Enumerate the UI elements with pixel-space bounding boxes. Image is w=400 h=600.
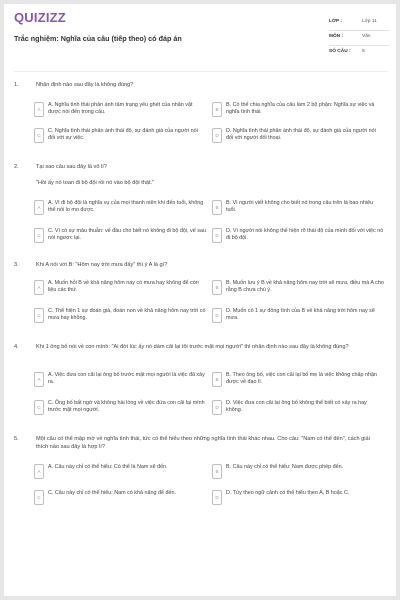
- meta-table: [329, 16, 389, 61]
- meta-value: Văn: [362, 34, 371, 39]
- option-text: B. Vì người viết không cho biết nó trong câu trên là bao nhiêu tuổi.: [226, 200, 374, 214]
- option-a[interactable]: [34, 200, 208, 220]
- option-text: D. Nghĩa tình thái phản ánh thái độ, sự đánh giá của người nói đối với người đối thoại.: [226, 128, 376, 142]
- option-box[interactable]: A: [34, 464, 44, 479]
- meta-label: MÔN :: [329, 34, 344, 39]
- meta-row-count: [329, 46, 389, 61]
- question-number: 4.: [14, 344, 19, 350]
- option-box[interactable]: A: [34, 200, 44, 215]
- option-box[interactable]: B: [212, 102, 222, 117]
- option-text: C. Câu này chỉ có thể hiểu: Nam có khả năng để đến.: [48, 490, 176, 496]
- option-box[interactable]: A: [34, 372, 44, 387]
- meta-label: SỐ CÂU :: [329, 49, 351, 54]
- option-text: D. Tùy theo ngữ cảnh có thể hiểu theo A, B hoặc C.: [226, 490, 350, 496]
- option-a[interactable]: [34, 102, 208, 122]
- option-d[interactable]: [212, 308, 386, 328]
- option-text: C. Thể hiện 1 sự đoán già, đoán non về khả năng hôm nay trời có mưa hay không.: [48, 308, 206, 322]
- question-4: [14, 344, 386, 430]
- option-c[interactable]: [34, 400, 208, 420]
- option-c[interactable]: [34, 228, 208, 248]
- question-5: [14, 436, 386, 526]
- option-text: A. Muốn hỏi B về khả năng hôm nay có mưa hay không để còn liệu các thứ.: [48, 280, 199, 294]
- option-text: B. Câu này chỉ có thể hiểu: Nam được phép đến.: [226, 464, 344, 470]
- option-b[interactable]: [212, 280, 386, 300]
- option-d[interactable]: [212, 228, 386, 248]
- option-text: B. Có thể chia nghĩa của câu làm 2 bộ phận: Nghĩa sự việc và nghĩa tình thái.: [226, 102, 375, 116]
- option-text: D. Muốn có 1 sự đồng tình của B về khả năng trời hôm nay sẽ mưa.: [226, 308, 375, 322]
- option-d[interactable]: [212, 490, 386, 510]
- option-box[interactable]: C: [34, 228, 44, 243]
- option-box[interactable]: A: [34, 280, 44, 295]
- page-title: Trắc nghiệm: Nghĩa của câu (tiếp theo) có đáp án: [14, 34, 182, 43]
- option-b[interactable]: [212, 464, 386, 484]
- question-quote: "Hồi ấy nó toan đi bộ đội rồi nó vào bộ đội thật.": [36, 180, 155, 186]
- option-box[interactable]: D: [212, 308, 222, 323]
- option-box[interactable]: C: [34, 308, 44, 323]
- option-b[interactable]: [212, 200, 386, 220]
- option-d[interactable]: [212, 400, 386, 420]
- option-a[interactable]: [34, 280, 208, 300]
- option-text: D. Vì người nói không thể hiện rõ thái độ của mình đối với việc nó đi bộ đội.: [226, 228, 384, 242]
- option-c[interactable]: [34, 490, 208, 510]
- question-number: 3.: [14, 262, 19, 268]
- option-b[interactable]: [212, 372, 386, 392]
- option-text: A. Nghĩa tình thái phản ánh tâm trạng yêu ghét của nhân vật được nói đến trong câu.: [48, 102, 193, 116]
- option-box[interactable]: B: [212, 280, 222, 295]
- option-text: B. Muốn lưu ý B về khả năng hôm nay trời sẽ mưa, điều mà A cho rằng B chưa chú ý.: [226, 280, 384, 294]
- meta-value: Lớp 11: [362, 19, 377, 24]
- option-box[interactable]: B: [212, 372, 222, 387]
- option-text: C. Vì có sự mâu thuẫn: vế đầu cho biết nó không đi bộ đội, vế sau nói ngược lại.: [48, 228, 206, 242]
- option-text: A. Câu này chỉ có thể hiểu: Có thể là Nam sẽ đến.: [48, 464, 168, 470]
- question-text: Một câu có thể mập mờ về nghĩa tình thái, tức có thể hiểu theo những nghĩa tình thái khác nhau. Cho câu: "Nam có thể đến", cách giải thích nào sau đây là hợp lí?: [36, 436, 370, 450]
- option-text: C. Nghĩa tình thái phản ánh thái độ, sự đánh giá của người nói đối với sự việc.: [48, 128, 198, 142]
- option-text: A. Vì đi bộ đội là nghĩa vụ của mọi thanh niên khi đến tuổi, không thể nói lo mo được.: [48, 200, 204, 214]
- option-box[interactable]: C: [34, 128, 44, 143]
- meta-value: 5: [362, 49, 365, 54]
- option-c[interactable]: [34, 128, 208, 148]
- meta-label: LỚP :: [329, 19, 343, 24]
- question-number: 2.: [14, 164, 19, 170]
- option-box[interactable]: D: [212, 490, 222, 505]
- option-b[interactable]: [212, 102, 386, 122]
- option-box[interactable]: C: [34, 490, 44, 505]
- option-box[interactable]: A: [34, 102, 44, 117]
- worksheet-page: [4, 4, 396, 596]
- option-text: B. Theo ông bố, việc con cãi lại bố mẹ là việc không chấp nhận được về đạo lí.: [226, 372, 377, 386]
- option-text: C. Ông bố bất ngờ và không hài lòng về việc đứa con cãi lại mình trước mặt mọi người.: [48, 400, 205, 414]
- option-a[interactable]: [34, 372, 208, 392]
- question-number: 1.: [14, 82, 19, 88]
- option-box[interactable]: B: [212, 200, 222, 215]
- option-box[interactable]: D: [212, 228, 222, 243]
- option-d[interactable]: [212, 128, 386, 148]
- question-1: [14, 82, 386, 152]
- option-text: D. Việc đưa con cãi lại ông bố không thể biết có xảy ra hay không.: [226, 400, 367, 414]
- question-2: [14, 164, 386, 254]
- option-box[interactable]: B: [212, 464, 222, 479]
- question-number: 5.: [14, 436, 19, 442]
- question-3: [14, 262, 386, 336]
- option-text: A. Việc đưa con cãi lại ông bố trước mặt mọi người là việc đã xảy ra.: [48, 372, 205, 386]
- worksheet-header: [14, 10, 388, 72]
- meta-row-subject: [329, 31, 389, 46]
- option-a[interactable]: [34, 464, 208, 484]
- question-text: Nhận định nào sau đây là không đúng?: [36, 82, 134, 88]
- option-box[interactable]: C: [34, 400, 44, 415]
- meta-row-class: [329, 16, 389, 31]
- option-c[interactable]: [34, 308, 208, 328]
- quizizz-logo: QUIZIZZ: [14, 10, 66, 25]
- question-text: Khi A nói với B: "Hôm nay trời mưa đấy" thì ý A là gì?: [36, 262, 168, 268]
- question-text: Khi 1 ông bố nói về con mình: "Ai đời lúc ấy nó dám cãi lại tôi trước mặt mọi người" thì nhận định nào sau đây là không đúng?: [36, 344, 349, 350]
- option-box[interactable]: D: [212, 128, 222, 143]
- option-box[interactable]: D: [212, 400, 222, 415]
- question-text: Tại sao câu sau đây là vô lí?: [36, 164, 107, 170]
